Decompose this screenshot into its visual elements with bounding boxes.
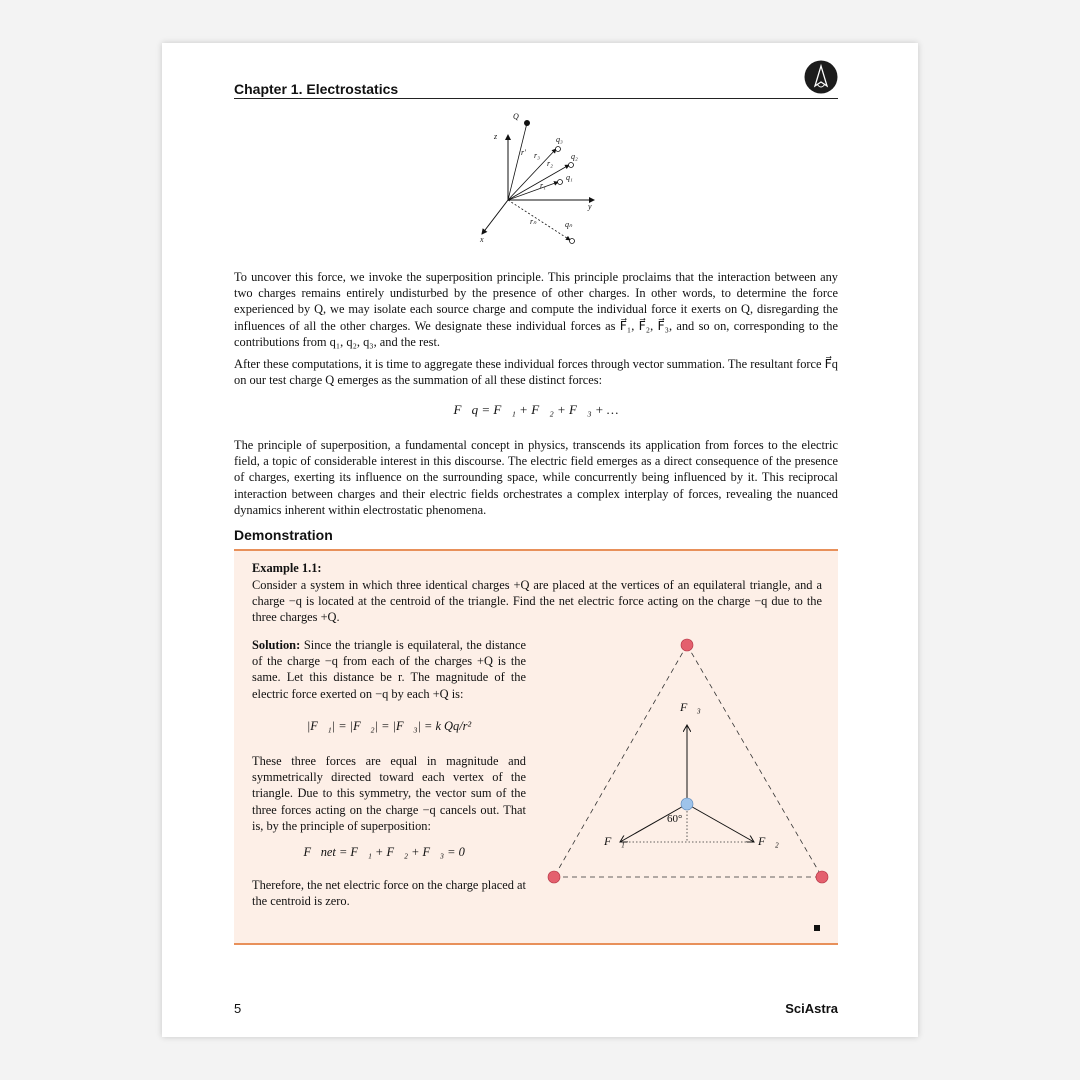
negative-charge-centroid bbox=[681, 798, 693, 810]
r3-vector bbox=[508, 149, 556, 200]
label-r2: r₂ bbox=[547, 159, 553, 168]
section-title: Demonstration bbox=[234, 527, 333, 543]
positive-charge-top bbox=[681, 639, 693, 651]
label-q2: q₂ bbox=[571, 152, 578, 161]
page-number: 5 bbox=[234, 1001, 242, 1016]
example-title: Example 1.1: bbox=[252, 561, 322, 575]
label-angle: 60° bbox=[667, 813, 683, 825]
paragraph-electric-field: The principle of superposition, a fundamental concept in physics, transcends its application from forces to the electric field, a topic of considerable interest in this discourse. The electric field emerges as a direct consequence of the presence of charges, exerting its influence on the surrounding space, while concurrently being influenced by it. This reciprocal interaction between charges and their electric fields orchestrates a complex interplay of forces, revealing the nuanced dynamics inherent within electrostatic phenomena. bbox=[234, 438, 838, 517]
label-r1: r₁ bbox=[540, 181, 546, 190]
positive-charge-right bbox=[816, 871, 828, 883]
brand-name: SciAstra bbox=[785, 1001, 838, 1016]
example-box bbox=[234, 549, 838, 945]
triangle-force-figure bbox=[544, 637, 830, 893]
qed-mark bbox=[814, 925, 820, 931]
label-q1: q₁ bbox=[566, 173, 573, 182]
label-r3: r₃ bbox=[534, 151, 540, 160]
solution-paragraph-1 bbox=[252, 637, 526, 702]
page bbox=[162, 43, 918, 1037]
solution-label: Solution: bbox=[252, 638, 301, 652]
example-statement: Consider a system in which three identical charges +Q are placed at the vertices of an equilateral triangle, and a charge −q is located at the centroid of the triangle. Find the net electric force acting on the charge −q due to the three charges +Q. bbox=[252, 578, 822, 625]
test-charge-Q bbox=[524, 120, 530, 126]
solution-paragraph-3: Therefore, the net electric force on the charge placed at the centroid is zero. bbox=[252, 878, 526, 909]
label-y: y bbox=[588, 202, 592, 211]
equation-net-zero: F⃗net = F⃗₁ + F⃗₂ + F⃗₃ = 0⃗ bbox=[303, 845, 475, 859]
label-x: x bbox=[480, 235, 484, 244]
paragraph-superposition: To uncover this force, we invoke the superposition principle. This principle proclaims that the interaction between any two charges remains entirely undisturbed by the presence of other charges. In other words, to determine the force experienced by Q, we may isolate each source charge and compute the individual force it exerts on Q, disregarding the influences of all the other charges. We designate these individual forces as F⃗₁, F⃗₂, F⃗₃, and so on, corresponding to the contributions from q₁, q₂, q₃, and the rest. bbox=[234, 270, 838, 349]
label-qn: qₙ bbox=[565, 220, 573, 229]
positive-charge-left bbox=[548, 871, 560, 883]
label-f2: F⃗₂ bbox=[758, 834, 779, 848]
label-Q: Q bbox=[513, 112, 519, 121]
charge-q2 bbox=[569, 163, 574, 168]
equation-net-force: F⃗q = F⃗₁ + F⃗₂ + F⃗₃ + … bbox=[453, 402, 619, 417]
label-rn: rₙ bbox=[530, 217, 537, 226]
solution-text-1: Since the triangle is equilateral, the distance of the charge −q from each of the charges +Q is the same. Let this distance be r. The magnitude of the electric force exerted on −q by each +Q is: bbox=[252, 638, 526, 701]
logo-icon bbox=[804, 60, 838, 94]
r1-vector bbox=[508, 182, 558, 200]
r-prime-vector bbox=[508, 123, 527, 200]
force-f2-arrow bbox=[687, 804, 754, 842]
solution-paragraph-2: These three forces are equal in magnitude and symmetrically directed toward each vertex of the triangle. Due to this symmetry, the vector sum of the three forces acting on the charge −q cancels out. That is, by the principle of superposition: bbox=[252, 754, 526, 833]
chapter-title: Chapter 1. Electrostatics bbox=[234, 81, 399, 97]
charge-qn bbox=[570, 239, 575, 244]
label-z: z bbox=[494, 132, 498, 141]
x-axis bbox=[482, 200, 508, 234]
label-q3: q₃ bbox=[556, 135, 563, 144]
page-header bbox=[234, 79, 838, 99]
paragraph-vector-sum: After these computations, it is time to aggregate these individual forces through vector summation. The resultant force F⃗q on our test charge Q emerges as the summation of all these distinct forces: bbox=[234, 357, 838, 388]
label-f3: F⃗₃ bbox=[680, 700, 701, 714]
equation-force-magnitude: |F⃗₁| = |F⃗₂| = |F⃗₃| = k Qq/r² bbox=[306, 719, 472, 733]
rn-vector bbox=[508, 200, 570, 240]
label-f1: F⃗₁ bbox=[604, 834, 625, 848]
charge-q3 bbox=[556, 147, 561, 152]
charge-q1 bbox=[558, 180, 563, 185]
label-r-prime: r′ bbox=[521, 148, 526, 157]
charges-coordinate-figure bbox=[472, 109, 608, 245]
